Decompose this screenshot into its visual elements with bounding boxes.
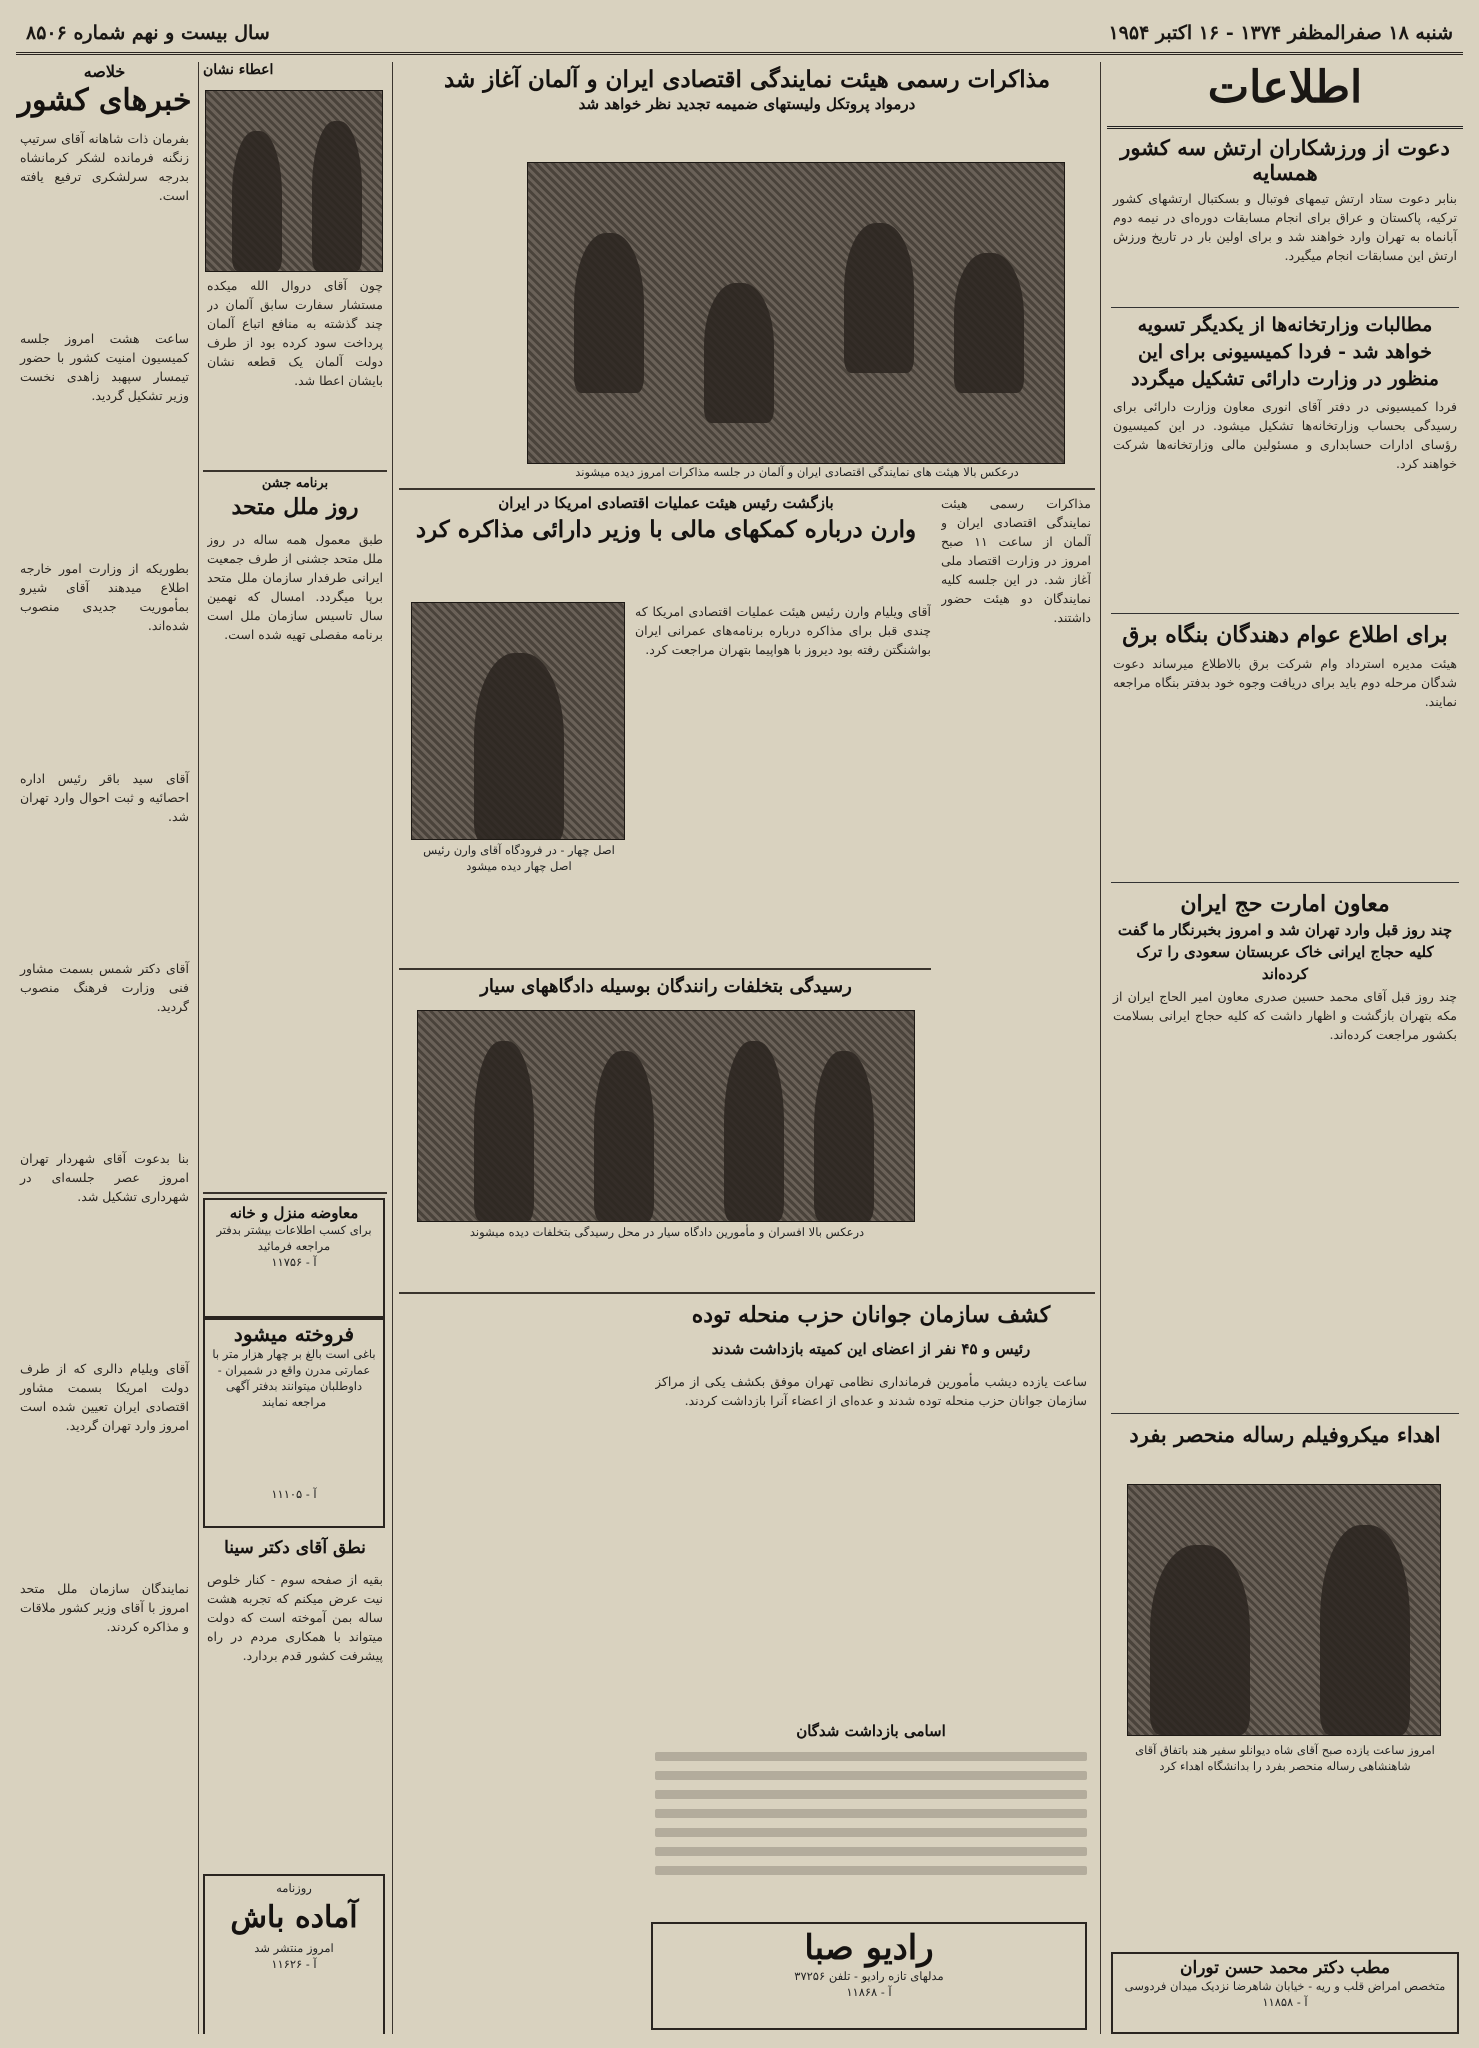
house-exchange-text: برای کسب اطلاعات بیشتر بدفتر مراجعه فرمائید xyxy=(216,1223,372,1253)
rule xyxy=(399,488,1095,490)
sina-speech-article: بقیه از صفحه سوم - کنار خلوص نیت عرض میکنم که تجربه هشت ساله بمن آموخته است که دولت میتواند با همکاری مردم در راه پیشرفت کشور قدم بردارد. xyxy=(207,1572,383,1663)
headline-hajj: معاون امارت حج ایران xyxy=(1111,882,1459,917)
left-inner-column xyxy=(203,62,387,2034)
headline-athletes: دعوت از ورزشکاران ارتش سه کشور همسایه xyxy=(1120,135,1450,185)
article-athletes: بنابر دعوت ستاد ارتش تیمهای فوتبال و بسکتبال ارتشهای کشور ترکیه، پاکستان و عراق برای انجام مسابقات دوره‌ای در نیمه دوم آبانماه به تهران وارد خواهند شد و برای اولین بار در تاریخ ورزش ارتش این مسابقات انجام میگیرد. xyxy=(1113,191,1457,263)
rule xyxy=(399,1292,1095,1294)
amadeh-bash-ad xyxy=(203,1874,385,2034)
radio-saba-title: رادیو صبا xyxy=(804,1928,934,1968)
summary-item: آقای ویلیام دالری که از طرف دولت امریکا بسمت مشاور اقتصادی ایران تعیین شده است امروز وارد تهران گردید. xyxy=(20,1361,189,1433)
headline-microfilm: اهداء میکروفیلم رساله منحصر بفرد xyxy=(1111,1413,1459,1447)
medal-kicker: اعطاء نشان xyxy=(203,62,274,78)
rule xyxy=(399,968,931,970)
header-date: شنبه ۱۸ صفرالمظفر ۱۳۷۴ - ۱۶ اکتبر ۱۹۵۴ xyxy=(1108,22,1453,44)
doctor-ad-text: متخصص امراض قلب و ریه - خیابان شاهرضا نزدیک میدان فردوسی xyxy=(1124,1979,1446,1993)
amadeh-bash-kicker: روزنامه xyxy=(276,1881,312,1895)
summary-item: بفرمان ذات شاهانه آقای سرتیپ زنگنه فرمانده لشکر کرمانشاه بدرجه سرلشکری ترفیع یافته است. xyxy=(20,131,189,203)
subhead-hajj: چند روز قبل وارد تهران شد و امروز بخبرنگار ما گفت کلیه حجاج ایرانی خاک عربستان سعودی را ترک کرده‌اند xyxy=(1117,921,1453,983)
column-rule xyxy=(1100,62,1101,2034)
rule xyxy=(203,470,387,472)
center-columns xyxy=(399,62,1095,2034)
summary-item: آقای سید باقر رئیس اداره احصائیه و ثبت احوال وارد تهران شد. xyxy=(20,771,189,824)
un-day-kicker: برنامه جشن xyxy=(261,476,329,491)
summary-kicker: خلاصه xyxy=(83,62,126,81)
doctor-ad-code: آ - ۱۱۸۵۸ xyxy=(1262,1995,1308,2009)
headline-tudeh: کشف سازمان جوانان حزب منحله توده xyxy=(691,1302,1051,1328)
headline-ministries: مطالبات وزارتخانه‌ها از یکدیگر تسویه خواهد شد - فردا کمیسیونی برای این منظور در وزارت دارائی تشکیل میگردد xyxy=(1111,307,1459,393)
iran-germany-caption: درعکس بالا هیئت های نمایندگی اقتصادی ایران و آلمان در جلسه مذاکرات امروز دیده میشوند xyxy=(575,465,1019,479)
article-ministries: فردا کمیسیونی در دفتر آقای انوری معاون وزارت دارائی برای رسیدگی بحساب وزارتخانه‌ها تشکیل میشود. در این کمیسیون رؤسای ادارات حسابداری و مسئولین مالی وزارتخانه‌ها شرکت خواهند کرد. xyxy=(1113,399,1457,471)
summary-column xyxy=(16,62,193,2034)
column-rule xyxy=(392,62,393,2034)
tudeh-article: ساعت یازده دیشب مأمورین فرمانداری نظامی تهران موفق بکشف یکی از مراکز سازمان جوانان حزب منحله توده شدند و عده‌ای از اعضاء آنرا بازداشت کردند. xyxy=(655,1374,1087,1408)
house-exchange-title: معاوضه منزل و خانه xyxy=(229,1204,359,1222)
names-list xyxy=(655,1752,1087,1912)
radio-saba-code: آ - ۱۱۸۶۸ xyxy=(846,1985,892,1999)
headline-electric: برای اطلاع عوام دهندگان بنگاه برق xyxy=(1111,613,1459,648)
headline-warren: وارن درباره کمکهای مالی با وزیر دارائی مذاکره کرد xyxy=(415,516,917,543)
subhead-tudeh: رئیس و ۴۵ نفر از اعضای این کمیته بازداشت شدند xyxy=(711,1340,1031,1358)
house-exchange-code: آ - ۱۱۷۵۶ xyxy=(271,1255,317,1269)
medal-article: چون آقای دروال الله میکده مستشار سفارت سابق آلمان در چند گذشته به منافع اتباع آلمان پرداخت سود کرده بود از طرف دولت آلمان یک قطعه نشان بایشان اعطا شد. xyxy=(207,278,383,388)
medal-photo xyxy=(205,90,383,272)
headline-iran-germany: مذاکرات رسمی هیئت نمایندگی اقتصادی ایران و آلمان آغاز شد xyxy=(443,66,1051,93)
headline-warren-kicker: بازگشت رئیس هیئت عملیات اقتصادی امریکا در ایران xyxy=(498,494,834,512)
traffic-court-caption: درعکس بالا افسران و مأمورین دادگاه سیار در محل رسیدگی بتخلفات دیده میشوند xyxy=(469,1225,865,1239)
summary-title: خبرهای کشور xyxy=(17,83,192,118)
warren-photo xyxy=(411,602,625,840)
amadeh-bash-text: امروز منتشر شد xyxy=(254,1941,334,1955)
rule xyxy=(203,1192,387,1194)
summary-item: آقای دکتر شمس بسمت مشاور فنی وزارت فرهنگ منصوب گردید. xyxy=(20,961,189,1014)
for-sale-text: باغی است بالغ بر چهار هزار متر با عمارتی مدرن واقع در شمیران - داوطلبان میتوانند بدفتر آگهی مراجعه نمایند xyxy=(212,1347,376,1409)
header-issue: سال بیست و نهم شماره ۸۵۰۶ xyxy=(26,22,270,44)
article-hajj: چند روز قبل آقای محمد حسین صدری معاون امیر الحاج ایران از مکه بتهران بازگشت و اظهار داشت که کلیه حجاج ایرانی بسلامت بکشور مراجعت کرده‌اند. xyxy=(1113,989,1457,1042)
headline-traffic-courts: رسیدگی بتخلفات رانندگان بوسیله دادگاههای سیار xyxy=(480,976,852,997)
for-sale-code: آ - ۱۱۱۰۵ xyxy=(271,1487,317,1501)
iran-germany-photo xyxy=(527,162,1065,464)
iran-germany-lead: مذاکرات رسمی هیئت نمایندگی اقتصادی ایران و آلمان از ساعت ۱۱ صبح امروز در وزارت اقتصاد ملی آغاز شد. در این جلسه کلیه نمایندگان دو هیئت حضور داشتند. xyxy=(941,496,1091,625)
article-electric: هیئت مدیره استرداد وام شرکت برق بالاطلاع میرساند دعوت شدگان مرحله دوم باید برای دریافت وجوه خود بدفتر بنگاه مراجعه نمایند. xyxy=(1113,656,1457,709)
microfilm-caption: امروز ساعت یازده صبح آقای شاه دیوانلو سفیر هند باتفاق آقای شاهنشاهی رساله منحصر بفرد را بدانشگاه اهداء کرد xyxy=(1135,1743,1435,1773)
radio-saba-ad xyxy=(651,1922,1087,2030)
subhead-iran-germany: درمواد پروتکل ولیستهای ضمیمه تجدید نظر خواهد شد xyxy=(578,95,916,113)
traffic-court-photo xyxy=(417,1010,915,1222)
masthead: اطلاعات xyxy=(1107,62,1463,129)
headline-un-day: روز ملل متحد xyxy=(231,494,359,520)
doctor-ad-title: مطب دکتر محمد حسن توران xyxy=(1180,1958,1390,1978)
ettelaat-column xyxy=(1107,62,1463,2034)
radio-saba-text: مدلهای تازه رادیو - تلفن ۳۷۲۵۶ xyxy=(794,1969,944,1983)
amadeh-bash-title: آماده باش xyxy=(230,1900,358,1935)
headline-sina-speech: نطق آقای دکتر سینا xyxy=(224,1538,366,1558)
warren-caption: اصل چهار - در فرودگاه آقای وارن رئیس اصل چهار دیده میشود xyxy=(423,843,615,873)
un-day-article: طبق معمول همه ساله در روز ملل متحد جشنی از طرف جمعیت ایرانی طرفدار سازمان ملل متحد برپا میگردد. امسال که نهمین سال تاسیس سازمان ملل است برنامه مفصلی تهیه شده است. xyxy=(207,532,383,642)
microfilm-photo xyxy=(1127,1484,1441,1736)
column-rule xyxy=(198,62,199,2034)
doctor-ad xyxy=(1111,1952,1459,2034)
summary-item: بنا بدعوت آقای شهردار تهران امروز عصر جلسه‌ای در شهرداری تشکیل شد. xyxy=(20,1151,189,1204)
summary-item: نمایندگان سازمان ملل متحد امروز با آقای وزیر کشور ملاقات و مذاکره کردند. xyxy=(20,1581,189,1634)
amadeh-bash-code: آ - ۱۱۶۲۶ xyxy=(271,1957,317,1971)
house-exchange-ad xyxy=(203,1198,385,1320)
for-sale-title: فروخته میشود xyxy=(233,1322,355,1346)
warren-article: آقای ویلیام وارن رئیس هیئت عملیات اقتصادی امریکا که چندی قبل برای مذاکره درباره برنامه‌های عمرانی ایران بواشنگتن رفته بود دیروز با هواپیما بتهران مراجعت کرد. xyxy=(635,604,931,657)
header-bar xyxy=(16,14,1463,55)
headline-arrest-names: اسامی بازداشت شدگان xyxy=(796,1722,946,1740)
for-sale-ad xyxy=(203,1316,385,1528)
summary-item: ساعت هشت امروز جلسه کمیسیون امنیت کشور با حضور تیمسار سپهبد زاهدی نخست وزیر تشکیل گردید. xyxy=(20,331,189,403)
summary-item: بطوریکه از وزارت امور خارجه اطلاع میدهند آقای شیرو بمأموریت جدیدی منصوب شده‌اند. xyxy=(20,561,189,633)
newspaper-page xyxy=(16,14,1463,2034)
